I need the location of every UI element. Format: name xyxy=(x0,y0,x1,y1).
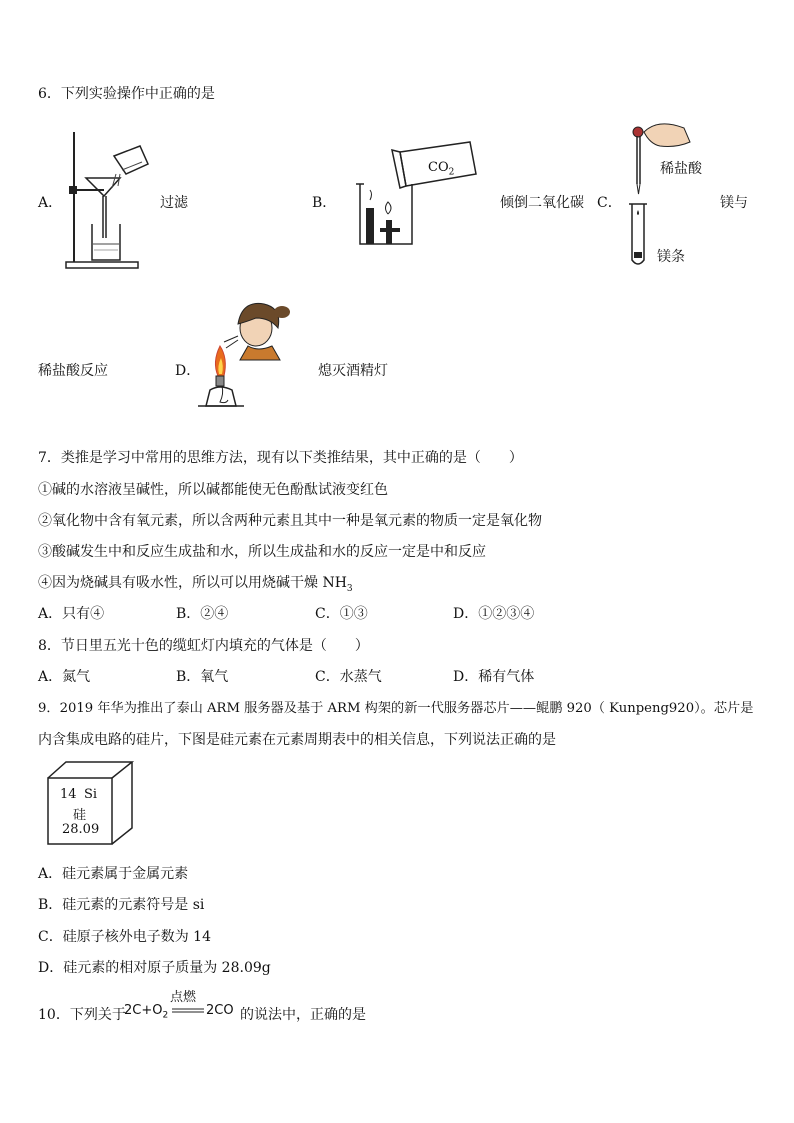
q6-stem: 6．下列实验操作中正确的是 xyxy=(38,86,215,102)
silicon-symbol: Si xyxy=(84,787,98,802)
co2-bottle-text: CO xyxy=(428,160,449,175)
dilute-hcl-label: 稀盐酸 xyxy=(660,161,702,177)
q10-prefix: 10．下列关于 xyxy=(38,1007,126,1023)
q6-option-a-letter: A． xyxy=(38,195,63,211)
q9-stem-line2: 内含集成电路的硅片，下图是硅元素在元素周期表中的相关信息，下列说法正确的是 xyxy=(38,732,556,748)
pour-co2-illustration xyxy=(352,140,482,250)
co2-bottle-subscript: 2 xyxy=(448,167,455,178)
q7-item-4 xyxy=(38,572,353,594)
q7-option-d[interactable]: D．①②③④ xyxy=(453,606,535,622)
silicon-name: 硅 xyxy=(73,808,87,823)
q8-option-b[interactable]: B．氧气 xyxy=(176,669,229,685)
q6-option-b-label: 倾倒二氧化碳 xyxy=(500,195,584,211)
q7-stem: 7．类推是学习中常用的思维方法，现有以下类推结果，其中正确的是（ ） xyxy=(38,450,523,466)
q10-equals-bar xyxy=(172,1008,206,1014)
q7-option-c[interactable]: C．①③ xyxy=(315,606,368,622)
q6-option-d-label: 熄灭酒精灯 xyxy=(318,363,388,379)
filtration-apparatus-illustration xyxy=(62,128,157,273)
q9-option-a[interactable]: A．硅元素属于金属元素 xyxy=(38,866,189,882)
q7-item-4-subscript: 3 xyxy=(346,583,353,594)
co2-bottle-label xyxy=(428,160,454,178)
q7-item-2: ②氧化物中含有氧元素，所以含两种元素且其中一种是氧元素的物质一定是氧化物 xyxy=(38,513,542,529)
q7-item-4-text: ④因为烧碱具有吸水性，所以可以用烧碱干燥 NH xyxy=(38,575,347,591)
q9-stem-line1: 9．2019 年华为推出了泰山 ARM 服务器及基于 ARM 构架的新一代服务器芯片——鲲鹏 920（ Kunpeng920）。芯片是 xyxy=(38,701,754,716)
q8-option-a[interactable]: A．氮气 xyxy=(38,669,91,685)
q9-option-b[interactable]: B．硅元素的元素符号是 si xyxy=(38,897,205,913)
q8-option-d[interactable]: D．稀有气体 xyxy=(453,669,535,685)
q7-item-3: ③酸碱发生中和反应生成盐和水，所以生成盐和水的反应一定是中和反应 xyxy=(38,544,486,560)
q6-option-a-label: 过滤 xyxy=(160,195,188,211)
q6-option-c-label-part1: 镁与 xyxy=(720,195,748,211)
q6-option-b-letter: B． xyxy=(312,195,337,211)
q7-option-b[interactable]: B．②④ xyxy=(176,606,229,622)
q6-option-c-label-part2: 稀盐酸反应 xyxy=(38,363,108,379)
q9-option-c[interactable]: C．硅原子核外电子数为 14 xyxy=(38,929,211,945)
q8-stem: 8．节日里五光十色的缆虹灯内填充的气体是（ ） xyxy=(38,638,369,654)
q10-suffix: 的说法中，正确的是 xyxy=(240,1007,366,1023)
q10-lhs-subscript: 2 xyxy=(162,1010,169,1021)
q6-option-d-letter: D． xyxy=(175,363,201,379)
q10-equation-lhs xyxy=(124,1003,168,1021)
q7-item-1: ①碱的水溶液呈碱性，所以碱都能使无色酚酞试液变红色 xyxy=(38,482,388,498)
q8-option-c[interactable]: C．水蒸气 xyxy=(315,669,382,685)
q10-reaction-condition: 点燃 xyxy=(170,990,197,1005)
magnesium-strip-label: 镁条 xyxy=(657,249,685,265)
silicon-atomic-number: 14 xyxy=(60,787,77,802)
q6-option-c-letter: C． xyxy=(597,195,622,211)
q9-option-d[interactable]: D．硅元素的相对原子质量为 28.09g xyxy=(38,960,271,976)
blow-out-alcohol-lamp-illustration xyxy=(198,298,296,410)
silicon-atomic-mass: 28.09 xyxy=(62,822,100,837)
q10-equation-rhs: 2CO xyxy=(206,1003,234,1018)
q10-lhs-text: 2C+O xyxy=(124,1003,163,1018)
q7-option-a[interactable]: A．只有④ xyxy=(38,606,105,622)
